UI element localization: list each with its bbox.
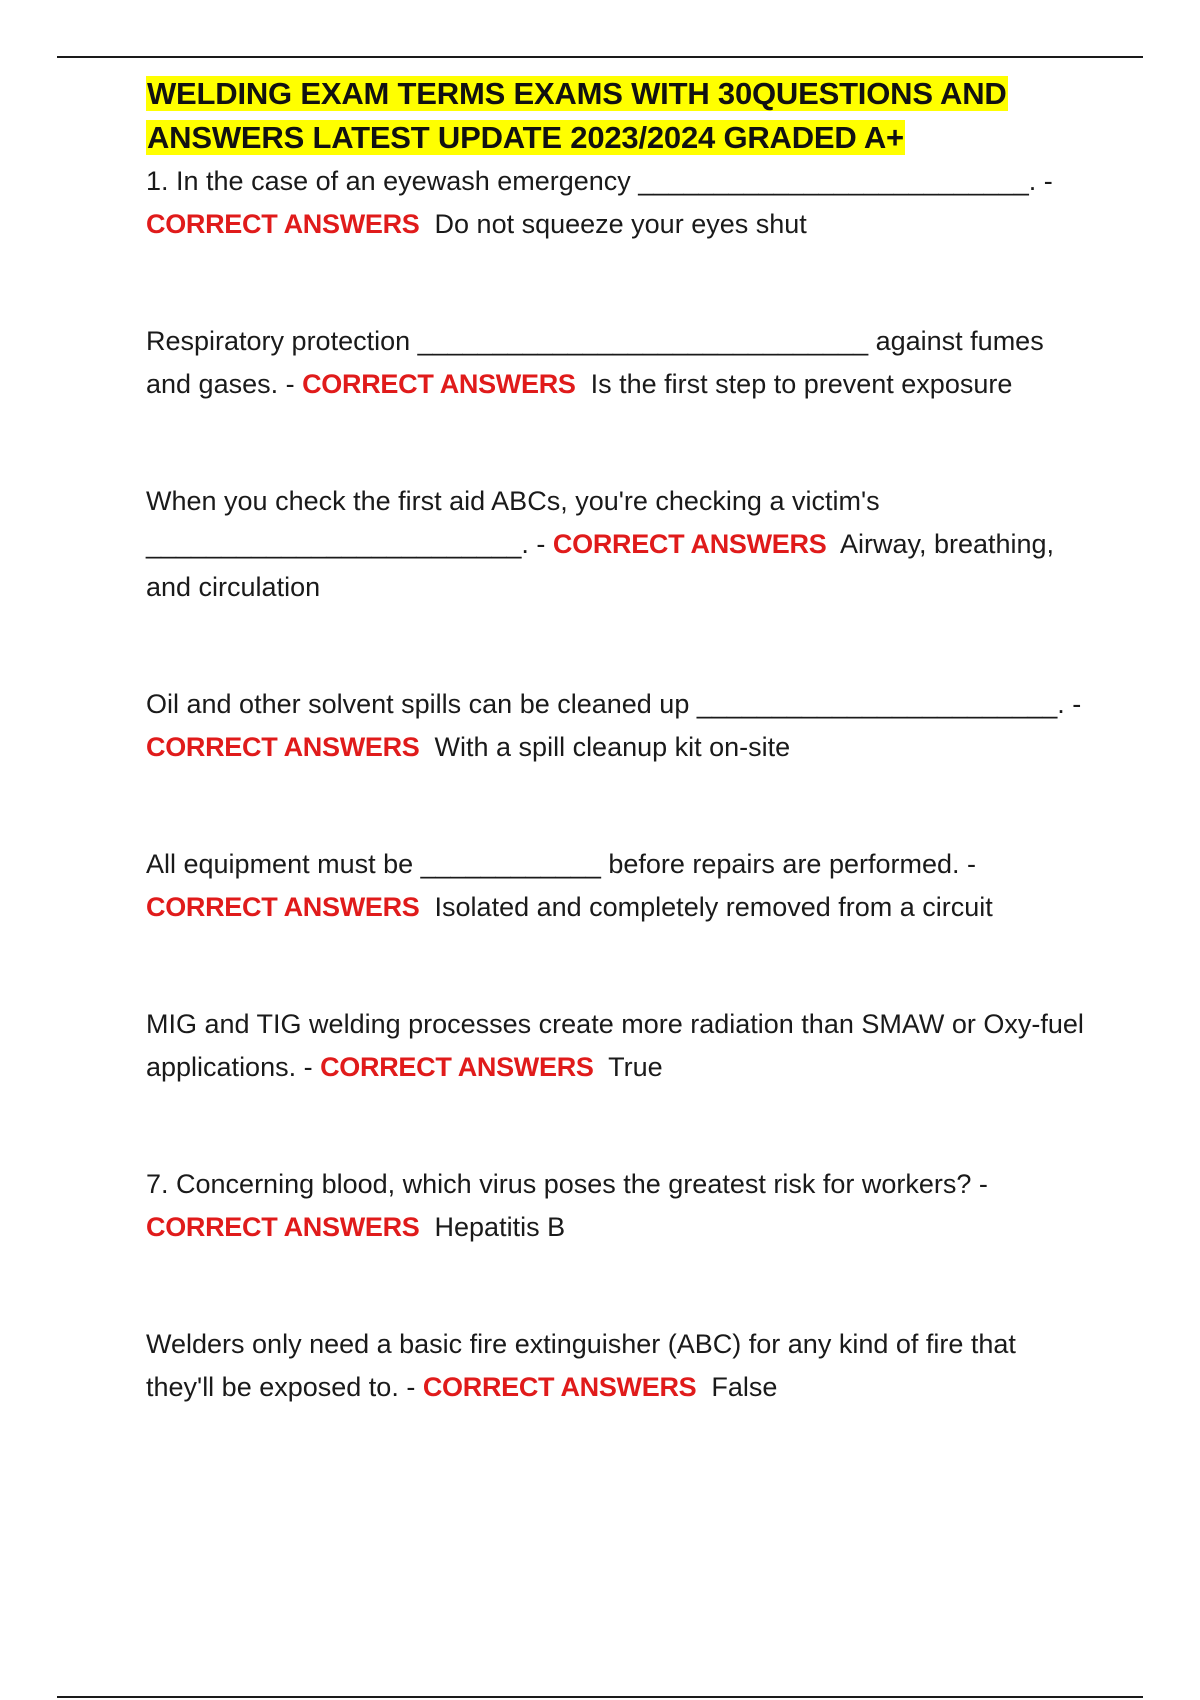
question-item <box>146 683 1091 769</box>
correct-answers-label: CORRECT ANSWERS <box>552 529 827 559</box>
answer-text: Hepatitis B <box>434 1212 566 1242</box>
answer-text: True <box>608 1052 663 1082</box>
bottom-rule <box>57 1696 1143 1698</box>
question-item <box>146 160 1091 246</box>
correct-answers-label: CORRECT ANSWERS <box>422 1372 697 1402</box>
question-text: 1. In the case of an eyewash emergency __________________________. - <box>146 166 1053 196</box>
question-text: All equipment must be ____________ before repairs are performed. - <box>146 849 976 879</box>
correct-answers-label: CORRECT ANSWERS <box>302 369 576 399</box>
answer-text: False <box>711 1372 778 1402</box>
top-rule <box>57 56 1143 58</box>
question-text: 7. Concerning blood, which virus poses the greatest risk for workers? - <box>146 1169 988 1199</box>
question-item <box>146 1163 1091 1249</box>
question-item <box>146 480 1091 609</box>
answer-text: Isolated and completely removed from a circuit <box>434 892 993 922</box>
document-title <box>146 72 1091 160</box>
correct-answers-label: CORRECT ANSWERS <box>146 732 420 762</box>
correct-answers-label: CORRECT ANSWERS <box>146 209 420 239</box>
question-item <box>146 1323 1091 1409</box>
question-text: Respiratory protection ______________________________ against fumes and gases. - <box>146 326 1044 399</box>
correct-answers-label: CORRECT ANSWERS <box>320 1052 594 1082</box>
question-text: Welders only need a basic fire extinguisher (ABC) for any kind of fire that they'll be exposed to. - <box>146 1329 1016 1402</box>
question-item <box>146 843 1091 929</box>
answer-text: Airway, breathing, and circulation <box>146 529 1055 602</box>
answer-text: Is the first step to prevent exposure <box>590 369 1013 399</box>
highlighted-title-text: WELDING EXAM TERMS EXAMS WITH 30QUESTIONS AND ANSWERS LATEST UPDATE 2023/2024 GRADED A+ <box>147 76 1007 155</box>
answer-text: Do not squeeze your eyes shut <box>434 209 807 239</box>
document-body <box>146 72 1091 1409</box>
question-text: When you check the first aid ABCs, you're checking a victim's _________________________. - <box>146 486 880 559</box>
correct-answers-label: CORRECT ANSWERS <box>146 1212 420 1242</box>
answer-text: With a spill cleanup kit on-site <box>434 732 791 762</box>
question-text: Oil and other solvent spills can be cleaned up ________________________. - <box>146 689 1082 719</box>
question-item <box>146 1003 1091 1089</box>
question-text: MIG and TIG welding processes create more radiation than SMAW or Oxy-fuel applications. - <box>146 1009 1084 1082</box>
correct-answers-label: CORRECT ANSWERS <box>146 892 420 922</box>
question-item <box>146 320 1091 406</box>
